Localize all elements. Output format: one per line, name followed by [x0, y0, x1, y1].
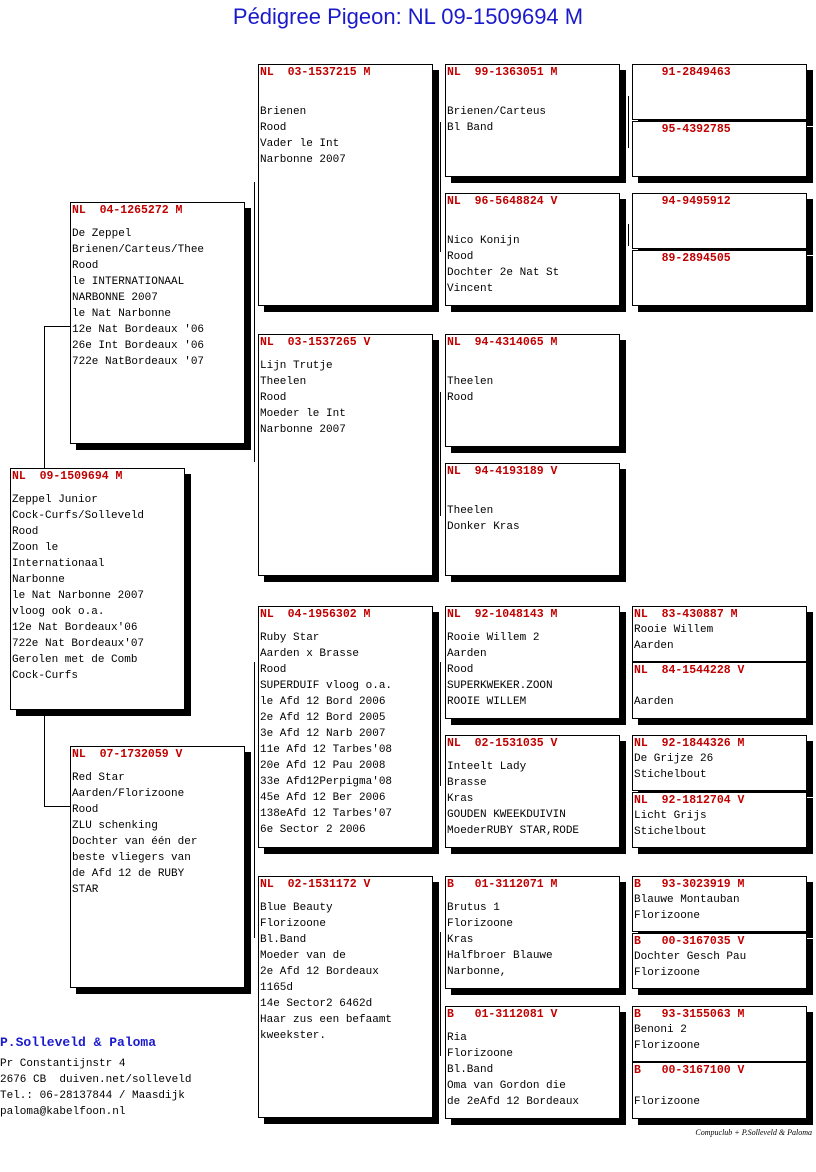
info-line: kweekster. — [260, 1030, 327, 1042]
info-line: Red Star — [72, 772, 125, 784]
info-line: 2e Afd 12 Bord 2005 — [260, 712, 386, 724]
info-line: Brasse — [447, 777, 487, 789]
info-line: Vincent — [447, 283, 494, 295]
father-pedigree-box — [70, 202, 245, 444]
info-line: Bl.Band — [447, 1064, 494, 1076]
info-line: Rood — [260, 664, 287, 676]
ancestor-box — [445, 64, 620, 177]
info-line: Dochter 2e Nat St — [447, 267, 560, 279]
info-line: Aarden — [634, 696, 674, 708]
info-line: Florizoone — [634, 967, 701, 979]
connector — [44, 326, 70, 327]
info-line — [447, 217, 618, 233]
ring-number: 89-2894505 — [634, 252, 731, 265]
ancestor-small-box — [632, 735, 807, 791]
connector — [440, 392, 441, 516]
info-line: Aarden — [447, 648, 487, 660]
ancestor-box — [445, 1006, 620, 1119]
info-line: Rood — [260, 122, 287, 134]
connector — [44, 326, 45, 468]
info-line: Rood — [72, 260, 99, 272]
ancestor-box — [445, 334, 620, 447]
ancestor-small-box — [632, 1006, 807, 1062]
info-line: Moeder le Int — [260, 408, 346, 420]
info-line: Bl Band — [447, 122, 494, 134]
ring-number: B 00-3167035 V — [634, 935, 745, 948]
info-line: Florizoone — [447, 1048, 514, 1060]
owner-city-website: 2676 CB duiven.net/solleveld — [0, 1074, 192, 1086]
ancestor-small-box — [632, 792, 807, 848]
info-line: 20e Afd 12 Pau 2008 — [260, 760, 386, 772]
info-line: 722e Nat Bordeaux'07 — [12, 638, 145, 650]
info-line: Zeppel Junior — [12, 494, 98, 506]
info-line: Brienen — [260, 106, 307, 118]
info-line — [447, 358, 618, 374]
ring-number: NL 09-1509694 M — [12, 470, 123, 483]
owner-info — [0, 1034, 191, 1120]
info-line: Rood — [447, 664, 474, 676]
ring-number: 91-2849463 — [634, 66, 731, 79]
info-line: 45e Afd 12 Ber 2006 — [260, 792, 386, 804]
info-line: 1165d — [260, 982, 294, 994]
ring-number: NL 07-1732059 V — [72, 748, 183, 761]
connector — [628, 96, 629, 148]
ancestor-box — [445, 193, 620, 306]
ring-number: 94-9495912 — [634, 195, 731, 208]
info-line — [634, 1078, 805, 1094]
info-line: Rooie Willem 2 — [447, 632, 540, 644]
info-line: ROOIE WILLEM — [447, 696, 527, 708]
grandsire-maternal-box — [258, 606, 433, 848]
info-line: Florizoone — [634, 910, 701, 922]
info-line: SUPERDUIF vloog o.a. — [260, 680, 393, 692]
info-line: Blue Beauty — [260, 902, 333, 914]
info-line: Gerolen met de Comb — [12, 654, 138, 666]
info-line: Florizoone — [634, 1040, 701, 1052]
ring-number: NL 03-1537215 M — [260, 66, 371, 79]
info-line: Aarden x Brasse — [260, 648, 360, 660]
granddam-maternal-box — [258, 876, 433, 1118]
info-line: Kras — [447, 934, 474, 946]
ring-number: B 00-3167100 V — [634, 1064, 745, 1077]
info-line: Rood — [447, 392, 474, 404]
info-line — [634, 678, 805, 694]
connector — [440, 122, 441, 252]
info-line: Bl.Band — [260, 934, 307, 946]
info-line: Halfbroer Blauwe — [447, 950, 553, 962]
info-line: Benoni 2 — [634, 1024, 687, 1036]
info-line: 138eAfd 12 Tarbes'07 — [260, 808, 393, 820]
ancestor-small-box — [632, 933, 807, 989]
info-line: Oma van Gordon die — [447, 1080, 566, 1092]
connector — [440, 932, 441, 1056]
connector — [628, 224, 629, 246]
info-line: Stichelbout — [634, 769, 707, 781]
ring-number: NL 02-1531035 V — [447, 737, 558, 750]
ring-number: NL 94-4193189 V — [447, 465, 558, 478]
info-line: 2e Afd 12 Bordeaux — [260, 966, 379, 978]
info-line — [260, 88, 431, 104]
granddam-paternal-box — [258, 334, 433, 576]
info-line: Lijn Trutje — [260, 360, 333, 372]
connector — [254, 662, 255, 938]
info-line: Florizoone — [447, 918, 514, 930]
connector — [44, 806, 70, 807]
ancestor-small-box — [632, 64, 807, 120]
info-line: Brienen/Carteus — [447, 106, 547, 118]
info-line: Narbonne — [12, 574, 65, 586]
info-line: Inteelt Lady — [447, 761, 527, 773]
info-line: vloog ook o.a. — [12, 606, 105, 618]
info-line: 12e Nat Bordeaux'06 — [12, 622, 138, 634]
info-line: Internationaal — [12, 558, 105, 570]
subject-pedigree-box — [10, 468, 185, 710]
info-line: De Grijze 26 — [634, 753, 714, 765]
ring-number: NL 84-1544228 V — [634, 664, 745, 677]
info-line: Licht Grijs — [634, 810, 707, 822]
info-line: Brienen/Carteus/Thee — [72, 244, 205, 256]
info-line: Haar zus een befaamt — [260, 1014, 393, 1026]
ring-number: B 01-3112071 M — [447, 878, 558, 891]
info-line: Brutus 1 — [447, 902, 500, 914]
info-line: 26e Int Bordeaux '06 — [72, 340, 205, 352]
connector — [254, 182, 255, 462]
info-line: de 2eAfd 12 Bordeaux — [447, 1096, 580, 1108]
ring-number: B 01-3112081 V — [447, 1008, 558, 1021]
ancestor-small-box — [632, 121, 807, 177]
info-line: Rood — [72, 804, 99, 816]
info-line: Rood — [12, 526, 39, 538]
info-line: Nico Konijn — [447, 235, 520, 247]
info-line — [447, 487, 618, 503]
owner-email: paloma@kabelfoon.nl — [0, 1106, 126, 1118]
ancestor-box — [445, 735, 620, 848]
ring-number: NL 94-4314065 M — [447, 336, 558, 349]
info-line: Zoon le — [12, 542, 59, 554]
info-line: MoederRUBY STAR,RODE — [447, 825, 580, 837]
owner-name: P.Solleveld & Paloma — [0, 1035, 157, 1050]
info-line: Rooie Willem — [634, 624, 714, 636]
info-line: 6e Sector 2 2006 — [260, 824, 366, 836]
info-line: Cock-Curfs/Solleveld — [12, 510, 145, 522]
ring-number: NL 02-1531172 V — [260, 878, 371, 891]
info-line: Theelen — [447, 376, 494, 388]
ancestor-box — [445, 463, 620, 576]
ancestor-small-box — [632, 193, 807, 249]
info-line: De Zeppel — [72, 228, 132, 240]
info-line: Vader le Int — [260, 138, 340, 150]
info-line: 11e Afd 12 Tarbes'08 — [260, 744, 393, 756]
page-title: Pédigree Pigeon: NL 09-1509694 M — [232, 4, 584, 29]
ancestor-small-box — [632, 606, 807, 662]
info-line: de Afd 12 de RUBY — [72, 868, 185, 880]
ring-number: NL 92-1812704 V — [634, 794, 745, 807]
ancestor-small-box — [632, 662, 807, 719]
software-credit: Compuclub + P.Solleveld & Paloma — [695, 1128, 812, 1137]
ring-number: NL 92-1844326 M — [634, 737, 745, 750]
info-line: GOUDEN KWEEKDUIVIN — [447, 809, 566, 821]
ring-number: NL 03-1537265 V — [260, 336, 371, 349]
ring-number: NL 96-5648824 V — [447, 195, 558, 208]
ancestor-small-box — [632, 1062, 807, 1119]
ancestor-small-box — [632, 250, 807, 306]
ring-number: NL 92-1048143 M — [447, 608, 558, 621]
info-line: 14e Sector2 6462d — [260, 998, 373, 1010]
info-line: Narbonne, — [447, 966, 507, 978]
info-line: le Nat Narbonne 2007 — [12, 590, 145, 602]
ring-number: NL 83-430887 M — [634, 608, 738, 621]
ancestor-box — [445, 876, 620, 989]
info-line: Aarden/Florizoone — [72, 788, 185, 800]
owner-address: Pr Constantijnstr 4 — [0, 1058, 126, 1070]
connector — [440, 662, 441, 786]
ring-number: NL 99-1363051 M — [447, 66, 558, 79]
info-line: beste vliegers van — [72, 852, 191, 864]
grandsire-paternal-box — [258, 64, 433, 306]
info-line: Dochter Gesch Pau — [634, 951, 747, 963]
info-line: Ruby Star — [260, 632, 320, 644]
connector — [44, 710, 45, 806]
info-line: 12e Nat Bordeaux '06 — [72, 324, 205, 336]
mother-pedigree-box — [70, 746, 245, 988]
info-line: 33e Afd12Perpigma'08 — [260, 776, 393, 788]
info-line: NARBONNE 2007 — [72, 292, 158, 304]
ring-number: 95-4392785 — [634, 123, 731, 136]
info-line: Theelen — [260, 376, 307, 388]
info-line: Cock-Curfs — [12, 670, 79, 682]
info-line: Rood — [447, 251, 474, 263]
info-line: Donker Kras — [447, 521, 520, 533]
ring-number: NL 04-1265272 M — [72, 204, 183, 217]
ring-number: NL 04-1956302 M — [260, 608, 371, 621]
info-line: Theelen — [447, 505, 494, 517]
info-line: Moeder van de — [260, 950, 346, 962]
info-line: le INTERNATIONAAL — [72, 276, 185, 288]
ring-number: B 93-3155063 M — [634, 1008, 745, 1021]
info-line: SUPERKWEKER.ZOON — [447, 680, 553, 692]
ancestor-small-box — [632, 876, 807, 932]
info-line: Narbonne 2007 — [260, 154, 346, 166]
owner-phone: Tel.: 06-28137844 / Maasdijk — [0, 1090, 185, 1102]
ancestor-box — [445, 606, 620, 719]
info-line: Dochter van één der — [72, 836, 198, 848]
info-line: le Nat Narbonne — [72, 308, 172, 320]
info-line: le Afd 12 Bord 2006 — [260, 696, 386, 708]
info-line: 722e NatBordeaux '07 — [72, 356, 205, 368]
info-line: Ria — [447, 1032, 467, 1044]
info-line: ZLU schenking — [72, 820, 158, 832]
info-line: 3e Afd 12 Narb 2007 — [260, 728, 386, 740]
info-line: Stichelbout — [634, 826, 707, 838]
info-line: STAR — [72, 884, 99, 896]
info-line — [447, 88, 618, 104]
info-line: Rood — [260, 392, 287, 404]
info-line: Blauwe Montauban — [634, 894, 740, 906]
info-line: Florizoone — [634, 1096, 701, 1108]
ring-number: B 93-3023919 M — [634, 878, 745, 891]
info-line: Kras — [447, 793, 474, 805]
info-line: Narbonne 2007 — [260, 424, 346, 436]
info-line: Aarden — [634, 640, 674, 652]
info-line: Florizoone — [260, 918, 327, 930]
